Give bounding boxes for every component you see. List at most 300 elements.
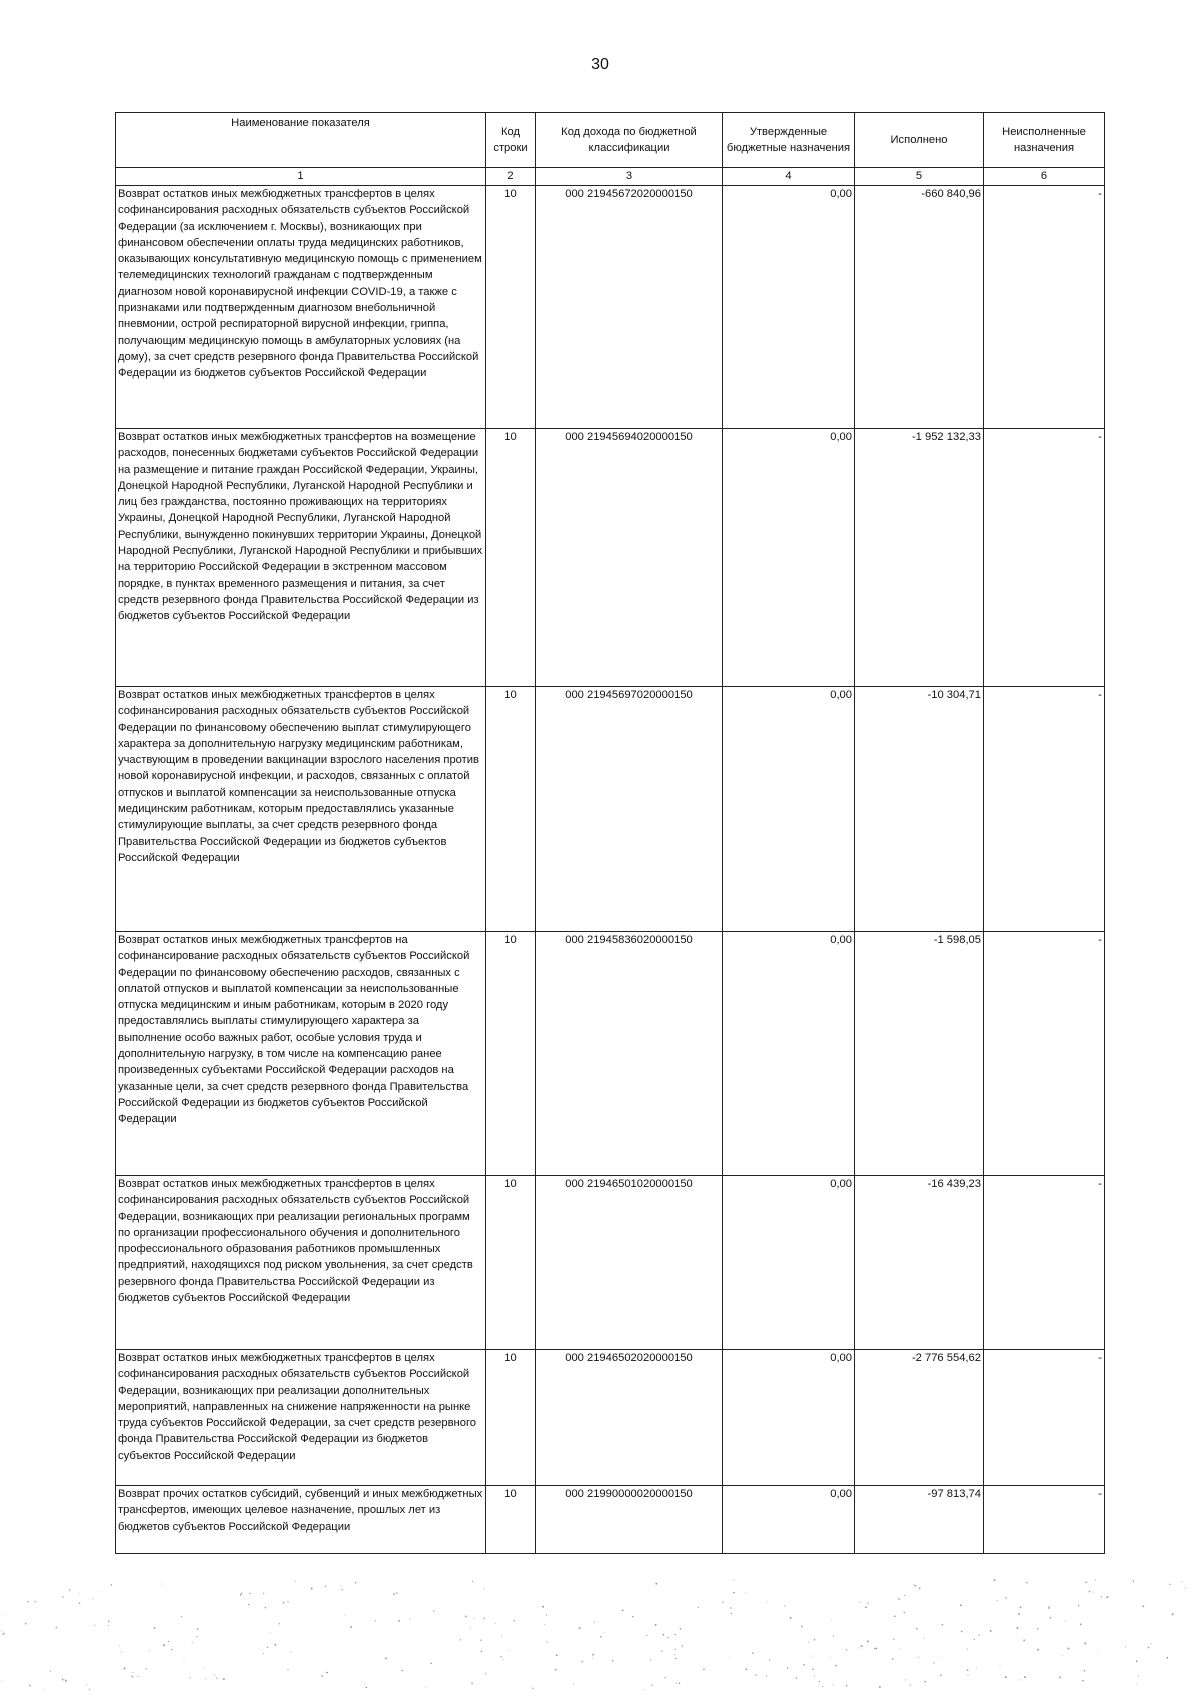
header-line-code-2: строки (493, 142, 528, 154)
speckle-dot (698, 1607, 699, 1608)
speckle-dot (650, 1659, 651, 1660)
speckle-dot (592, 1654, 594, 1656)
speckle-dot (894, 1615, 896, 1617)
speckle-dot (728, 1656, 729, 1657)
row-executed: -10 304,71 (855, 687, 984, 932)
speckle-dot (3, 1633, 5, 1635)
row-executed: -16 439,23 (855, 1176, 984, 1350)
speckle-dot (790, 1617, 792, 1619)
speckle-dot (822, 1686, 823, 1687)
speckle-dot (674, 1634, 676, 1636)
speckle-dot (1016, 1627, 1018, 1629)
speckle-dot (350, 1626, 352, 1628)
speckle-dot (910, 1684, 911, 1685)
speckle-dot (94, 1625, 95, 1626)
row-approved: 0,00 (723, 1176, 855, 1350)
header-income-code: Код дохода по бюджетной классификации (536, 113, 723, 168)
speckle-dot (745, 1592, 746, 1593)
speckle-dot (121, 1652, 122, 1653)
speckle-dot (470, 1627, 471, 1628)
speckle-dot (674, 1654, 675, 1655)
speckle-dot (787, 1667, 788, 1668)
speckle-dot (326, 1672, 327, 1673)
speckle-dot (661, 1650, 662, 1651)
speckle-dot (1023, 1639, 1025, 1641)
speckle-dot (197, 1628, 199, 1630)
speckle-dot (1021, 1679, 1022, 1680)
row-unexecuted: - (984, 429, 1105, 687)
row-line-code: 10 (486, 932, 536, 1176)
speckle-dot (274, 1644, 276, 1646)
speckle-dot (327, 1672, 329, 1674)
speckle-dot (967, 1669, 969, 1671)
column-number-row (116, 168, 1105, 186)
speckle-dot (149, 1650, 150, 1651)
column-number: 5 (855, 168, 984, 186)
speckle-dot (733, 1592, 735, 1594)
row-approved: 0,00 (723, 429, 855, 687)
speckle-dot (501, 1635, 502, 1636)
speckle-dot (833, 1636, 834, 1637)
speckle-dot (546, 1641, 547, 1642)
header-executed: Исполнено (855, 113, 984, 168)
speckle-dot (181, 1616, 182, 1617)
speckle-dot (858, 1648, 859, 1649)
speckle-dot (994, 1579, 996, 1581)
speckle-dot (503, 1659, 504, 1660)
speckle-dot (967, 1649, 968, 1650)
speckle-dot (544, 1624, 545, 1625)
speckle-dot (5, 1614, 6, 1615)
row-executed: -2 776 554,62 (855, 1350, 984, 1486)
speckle-dot (769, 1659, 770, 1660)
speckle-dot (1182, 1581, 1183, 1582)
row-unexecuted: - (984, 1176, 1105, 1350)
header-approved: Утвержденные бюджетные назначения (723, 113, 855, 168)
speckle-dot (1138, 1675, 1139, 1676)
speckle-dot (646, 1635, 647, 1636)
speckle-dot (398, 1620, 400, 1622)
speckle-dot (1185, 1588, 1186, 1589)
speckle-dot (846, 1649, 847, 1650)
speckle-dot (295, 1581, 296, 1582)
speckle-dot (1005, 1676, 1007, 1678)
speckle-dot (941, 1657, 942, 1658)
speckle-dot (675, 1658, 677, 1660)
speckle-dot (830, 1657, 831, 1658)
speckle-dot (267, 1647, 269, 1649)
speckle-dot (1037, 1628, 1038, 1629)
speckle-dot (65, 1679, 66, 1680)
speckle-dot (484, 1618, 485, 1619)
speckle-dot (69, 1589, 70, 1590)
speckle-dot (819, 1681, 821, 1683)
speckle-dot (865, 1606, 867, 1608)
speckle-dot (168, 1641, 169, 1642)
speckle-dot (63, 1596, 64, 1597)
speckle-dot (1169, 1584, 1170, 1585)
speckle-dot (860, 1602, 861, 1603)
speckle-dot (481, 1651, 483, 1653)
column-number: 3 (536, 168, 723, 186)
speckle-dot (916, 1628, 918, 1630)
speckle-dot (632, 1616, 634, 1618)
speckle-dot (1101, 1596, 1102, 1597)
speckle-dot (484, 1588, 485, 1589)
speckle-dot (915, 1585, 917, 1587)
speckle-dot (163, 1644, 165, 1646)
speckle-dot (513, 1620, 515, 1622)
speckle-dot (495, 1623, 496, 1624)
speckle-dot (960, 1604, 962, 1606)
speckle-dot (767, 1601, 768, 1602)
row-approved: 0,00 (723, 186, 855, 429)
speckle-dot (161, 1584, 162, 1585)
speckle-dot (1136, 1684, 1137, 1685)
row-name: Возврат остатков иных межбюджетных трансфертов на возмещение расходов, понесенных бюджетами субъектов Российской Федерации на размещение и питание граждан Российской Федерации, Украины, Донецкой Народной Республики, Луганской Народной Республики и лиц без гражданства, постоянно проживающих на территориях Украины, Донецкой Народной Республики, Луганской Народной Республики, вынужденно покинувших территории Украины, Донецкой Народной Республики, Луганской Народной Республики и прибывших на территорию Российской Федерации в экстренном массовом порядке, в пунктах временного размещения и питания, за счет средств резервного фонда Правительства Российской Федерации из бюджетов субъектов Российской Федерации (116, 429, 486, 687)
speckle-dot (241, 1593, 242, 1594)
speckle-dot (500, 1656, 501, 1657)
speckle-dot (145, 1668, 146, 1669)
row-name: Возврат остатков иных межбюджетных трансфертов на софинансирование расходных обязательств субъектов Российской Федерации по финансовому обеспечению расходов, связанных с оплатой отпусков и выплатой компенсации за неиспользованные отпуска медицинским и иным работникам, которым в 2020 году предоставлялись выплаты стимулирующего характера за выполнение особо важных работ, особые условия труда и дополнительную нагрузку, в том числе на компенсацию ранее произведенных субъектами Российской Федерации расходов на указанные цели, за счет средств резервного фонда Правительства Российской Федерации из бюджетов субъектов Российской Федерации (116, 932, 486, 1176)
speckle-dot (1024, 1676, 1026, 1678)
speckle-dot (425, 1687, 426, 1688)
speckle-dot (914, 1584, 915, 1585)
row-line-code: 10 (486, 1176, 536, 1350)
speckle-dot (556, 1654, 558, 1656)
speckle-dot (875, 1648, 877, 1650)
speckle-dot (990, 1630, 992, 1632)
speckle-dot (905, 1679, 906, 1680)
table-row (116, 429, 1105, 687)
speckle-dot (375, 1620, 376, 1621)
column-number: 4 (723, 168, 855, 186)
row-income-code: 000 21945672020000150 (536, 186, 723, 429)
speckle-dot (1, 1681, 2, 1682)
speckle-dot (1085, 1581, 1087, 1583)
row-approved: 0,00 (723, 687, 855, 932)
speckle-dot (132, 1672, 133, 1673)
speckle-dot (131, 1676, 133, 1678)
speckle-dot (814, 1675, 815, 1676)
speckle-dot (979, 1634, 980, 1635)
speckle-dot (579, 1627, 581, 1629)
speckle-dot (904, 1595, 905, 1596)
speckle-dot (899, 1648, 900, 1649)
speckle-dot (676, 1683, 677, 1684)
speckle-dot (35, 1601, 36, 1602)
speckle-dot (108, 1625, 109, 1626)
speckle-dot (290, 1651, 291, 1652)
speckle-dot (655, 1624, 657, 1626)
speckle-dot (279, 1623, 280, 1624)
speckle-dot (86, 1684, 87, 1685)
speckle-dot (508, 1650, 509, 1651)
header-unexecuted: Неисполненные назначения (984, 113, 1105, 168)
row-unexecuted: - (984, 1350, 1105, 1486)
page-number: 30 (591, 56, 609, 73)
speckle-dot (27, 1601, 29, 1603)
speckle-dot (124, 1668, 126, 1670)
speckle-dot (263, 1593, 264, 1594)
speckle-dot (1, 1631, 2, 1632)
speckle-dot (755, 1674, 757, 1676)
speckle-dot (961, 1631, 963, 1633)
speckle-dot (784, 1605, 785, 1606)
speckle-dot (1093, 1592, 1094, 1593)
budget-execution-table (115, 112, 1105, 1554)
speckle-dot (154, 1627, 156, 1629)
speckle-dot (1172, 1613, 1174, 1615)
speckle-dot (1125, 1646, 1126, 1647)
speckle-dot (594, 1622, 595, 1623)
speckle-dot (62, 1679, 64, 1681)
speckle-dot (108, 1621, 110, 1623)
speckle-dot (196, 1636, 197, 1637)
speckle-dot (803, 1664, 805, 1666)
speckle-dot (801, 1626, 803, 1628)
speckle-dot (904, 1612, 905, 1613)
speckle-dot (393, 1593, 395, 1595)
row-name: Возврат остатков иных межбюджетных трансфертов в целях софинансирования расходных обязательств субъектов Российской Федерации (за исключением г. Москвы), возникающих при финансовом обеспечении оплаты труда медицинских работников, оказывающих консультативную медицинскую помощь с применением телемедицинских технологий гражданам с подтвержденным диагнозом новой коронавирусной инфекции COVID-19, а также с признаками или подтвержденным диагнозом внебольничной пневмонии, острой респираторной вирусной инфекции, гриппа, получающим медицинскую помощь в амбулаторных условиях (на дому), за счет средств резервного фонда Правительства Российской Федерации из бюджетов субъектов Российской Федерации (116, 186, 486, 429)
speckle-dot (401, 1670, 403, 1672)
speckle-dot (240, 1594, 242, 1596)
speckle-dot (465, 1616, 467, 1618)
table-row (116, 186, 1105, 429)
speckle-dot (892, 1658, 894, 1660)
speckle-dot (679, 1682, 681, 1684)
speckle-dot (581, 1661, 583, 1663)
speckle-dot (1080, 1623, 1082, 1625)
speckle-dot (44, 1689, 45, 1690)
speckle-dot (573, 1683, 574, 1684)
speckle-dot (205, 1678, 206, 1679)
speckle-dot (50, 1671, 51, 1672)
speckle-dot (976, 1668, 977, 1669)
speckle-dot (192, 1642, 193, 1643)
speckle-dot (1106, 1596, 1108, 1598)
speckle-dot (846, 1685, 848, 1687)
speckle-dot (662, 1634, 664, 1636)
speckle-dot (532, 1688, 533, 1689)
row-income-code: 000 21945694020000150 (536, 429, 723, 687)
speckle-dot (542, 1606, 544, 1608)
column-number: 2 (486, 168, 536, 186)
speckle-dot (1150, 1643, 1151, 1644)
row-executed: -660 840,96 (855, 186, 984, 429)
speckle-dot (287, 1601, 288, 1602)
speckle-dot (919, 1587, 921, 1589)
speckle-dot (79, 1593, 80, 1594)
speckle-dot (942, 1624, 944, 1626)
speckle-dot (385, 1657, 387, 1659)
speckle-dot (480, 1639, 482, 1641)
row-income-code: 000 21946502020000150 (536, 1350, 723, 1486)
row-unexecuted: - (984, 932, 1105, 1176)
speckle-dot (835, 1665, 837, 1667)
speckle-dot (1136, 1660, 1138, 1662)
speckle-dot (430, 1662, 432, 1664)
table-row (116, 687, 1105, 932)
speckle-dot (668, 1637, 669, 1638)
table-row (116, 1486, 1105, 1554)
speckle-dot (940, 1674, 942, 1676)
row-income-code: 000 21945836020000150 (536, 932, 723, 1176)
speckle-dot (924, 1638, 925, 1639)
speckle-dot (655, 1583, 657, 1585)
speckle-dot (832, 1684, 833, 1685)
speckle-dot (1059, 1676, 1061, 1678)
speckle-dot (355, 1582, 356, 1583)
speckle-dot (1084, 1670, 1086, 1672)
speckle-dot (1089, 1591, 1091, 1593)
speckle-dot (1097, 1650, 1098, 1651)
row-name: Возврат остатков иных межбюджетных трансфертов в целях софинансирования расходных обязательств субъектов Российской Федерации, возникающих при реализации дополнительных мероприятий, направленных на снижение напряженности на рынке труда субъектов Российской Федерации, за счет средств резервного фонда Правительства Российской Федерации из бюджетов субъектов Российской Федерации (116, 1350, 486, 1486)
speckle-dot (287, 1669, 288, 1670)
speckle-dot (433, 1611, 434, 1612)
speckle-dot (812, 1669, 814, 1671)
speckle-dot (1026, 1582, 1028, 1584)
row-executed: -97 813,74 (855, 1486, 984, 1554)
speckle-dot (342, 1589, 343, 1590)
row-executed: -1 598,05 (855, 932, 984, 1176)
row-approved: 0,00 (723, 1486, 855, 1554)
speckle-dot (808, 1642, 809, 1643)
speckle-dot (249, 1593, 251, 1595)
speckle-dot (1082, 1680, 1084, 1682)
speckle-dot (933, 1662, 934, 1663)
speckle-dot (874, 1648, 875, 1649)
column-number: 6 (984, 168, 1105, 186)
header-name: Наименование показателя (116, 113, 486, 168)
row-income-code: 000 21990000020000150 (536, 1486, 723, 1554)
speckle-dot (25, 1623, 27, 1625)
header-line-code (486, 113, 536, 168)
speckle-dot (675, 1649, 676, 1650)
speckle-dot (867, 1602, 868, 1603)
speckle-dot (340, 1585, 341, 1586)
speckle-dot (65, 1680, 67, 1682)
speckle-dot (119, 1645, 120, 1646)
speckle-dot (546, 1614, 547, 1615)
speckle-dot (485, 1673, 486, 1674)
table-row (116, 1176, 1105, 1350)
speckle-dot (321, 1675, 323, 1677)
speckle-dot (651, 1684, 653, 1686)
row-line-code: 10 (486, 687, 536, 932)
speckle-dot (879, 1686, 881, 1688)
row-line-code: 10 (486, 186, 536, 429)
column-number: 1 (116, 168, 486, 186)
speckle-dot (203, 1668, 204, 1669)
speckle-dot (111, 1584, 113, 1586)
row-approved: 0,00 (723, 1350, 855, 1486)
speckle-dot (473, 1618, 474, 1619)
speckle-dot (396, 1592, 398, 1594)
speckle-dot (365, 1687, 367, 1689)
speckle-dot (1084, 1643, 1086, 1645)
speckle-dot (189, 1677, 190, 1678)
speckle-dot (1000, 1665, 1001, 1666)
speckle-dot (861, 1645, 863, 1647)
row-unexecuted: - (984, 186, 1105, 429)
speckle-dot (974, 1639, 975, 1640)
speckle-dot (680, 1628, 682, 1630)
speckle-dot (745, 1668, 747, 1670)
speckle-dot (644, 1689, 645, 1690)
speckle-dot (472, 1581, 473, 1582)
speckle-dot (893, 1638, 894, 1639)
speckle-dot (924, 1681, 926, 1683)
speckle-dot (622, 1610, 624, 1612)
speckle-dot (1020, 1607, 1022, 1609)
speckle-dot (263, 1653, 264, 1654)
speckle-dot (1050, 1617, 1052, 1619)
row-line-code: 10 (486, 1486, 536, 1554)
speckle-dot (731, 1613, 732, 1614)
row-line-code: 10 (486, 429, 536, 687)
row-name: Возврат остатков иных межбюджетных трансфертов в целях софинансирования расходных обязательств субъектов Российской Федерации, возникающих при реализации региональных программ по организации профессионального обучения и дополнительного профессионального образования работников промышленных предприятий, находящихся под риском увольнения, за счет средств резервного фонда Правительства Российской Федерации из бюджетов субъектов Российской Федерации (116, 1176, 486, 1350)
table-row (116, 1350, 1105, 1486)
speckle-dot (265, 1607, 267, 1609)
speckle-dot (1148, 1647, 1150, 1649)
table-row (116, 932, 1105, 1176)
speckle-dot (410, 1618, 411, 1619)
row-executed: -1 952 132,33 (855, 429, 984, 687)
row-name: Возврат прочих остатков субсидий, субвенций и иных межбюджетных трансфертов, имеющих целевое назначение, прошлых лет из бюджетов субъектов Российской Федерации (116, 1486, 486, 1554)
speckle-dot (918, 1657, 919, 1658)
speckle-dot (1133, 1580, 1135, 1582)
speckle-dot (814, 1639, 816, 1641)
speckle-dot (555, 1669, 557, 1671)
speckle-dot (269, 1632, 270, 1633)
speckle-dot (214, 1674, 215, 1675)
speckle-dot (1005, 1597, 1007, 1599)
speckle-dot (664, 1677, 665, 1678)
speckle-dot (79, 1603, 81, 1605)
speckle-dot (1166, 1657, 1168, 1659)
speckle-dot (752, 1652, 754, 1654)
speckle-dot (1049, 1606, 1050, 1607)
speckle-dot (137, 1676, 138, 1677)
speckle-dot (89, 1689, 90, 1690)
row-name: Возврат остатков иных межбюджетных трансфертов в целях софинансирования расходных обязательств субъектов Российской Федерации по финансовому обеспечению выплат стимулирующего характера за дополнительную нагрузку медицинским работникам, участвующим в проведении вакцинации взрослого населения против новой коронавирусной инфекции, и расходов, связанных с оплатой отпусков и выплатой компенсации за неиспользованные отпуска медицинским работникам, которым предоставлялись указанные стимулирующие выплаты, за счет средств резервного фонда Правительства Российской Федерации из бюджетов субъектов Российской Федерации (116, 687, 486, 932)
speckle-dot (733, 1580, 734, 1581)
speckle-dot (997, 1600, 998, 1601)
speckle-dot (311, 1588, 313, 1590)
row-income-code: 000 21945697020000150 (536, 687, 723, 932)
speckle-dot (364, 1684, 365, 1685)
speckle-dot (1067, 1648, 1069, 1650)
speckle-dot (796, 1677, 798, 1679)
speckle-dot (766, 1676, 767, 1677)
speckle-dot (604, 1632, 605, 1633)
speckle-dot (216, 1678, 217, 1679)
row-line-code: 10 (486, 1350, 536, 1486)
speckle-dot (101, 1591, 102, 1592)
speckle-dot (1037, 1649, 1039, 1651)
speckle-dot (703, 1668, 705, 1670)
speckle-dot (592, 1658, 593, 1659)
header-line-code-1: Код (500, 125, 521, 138)
speckle-dot (600, 1636, 602, 1638)
speckle-dot (1048, 1607, 1050, 1609)
speckle-dot (811, 1656, 812, 1657)
table-header-row (116, 113, 1105, 168)
speckle-dot (722, 1601, 724, 1603)
speckle-dot (730, 1607, 731, 1608)
row-income-code: 000 21946501020000150 (536, 1176, 723, 1350)
